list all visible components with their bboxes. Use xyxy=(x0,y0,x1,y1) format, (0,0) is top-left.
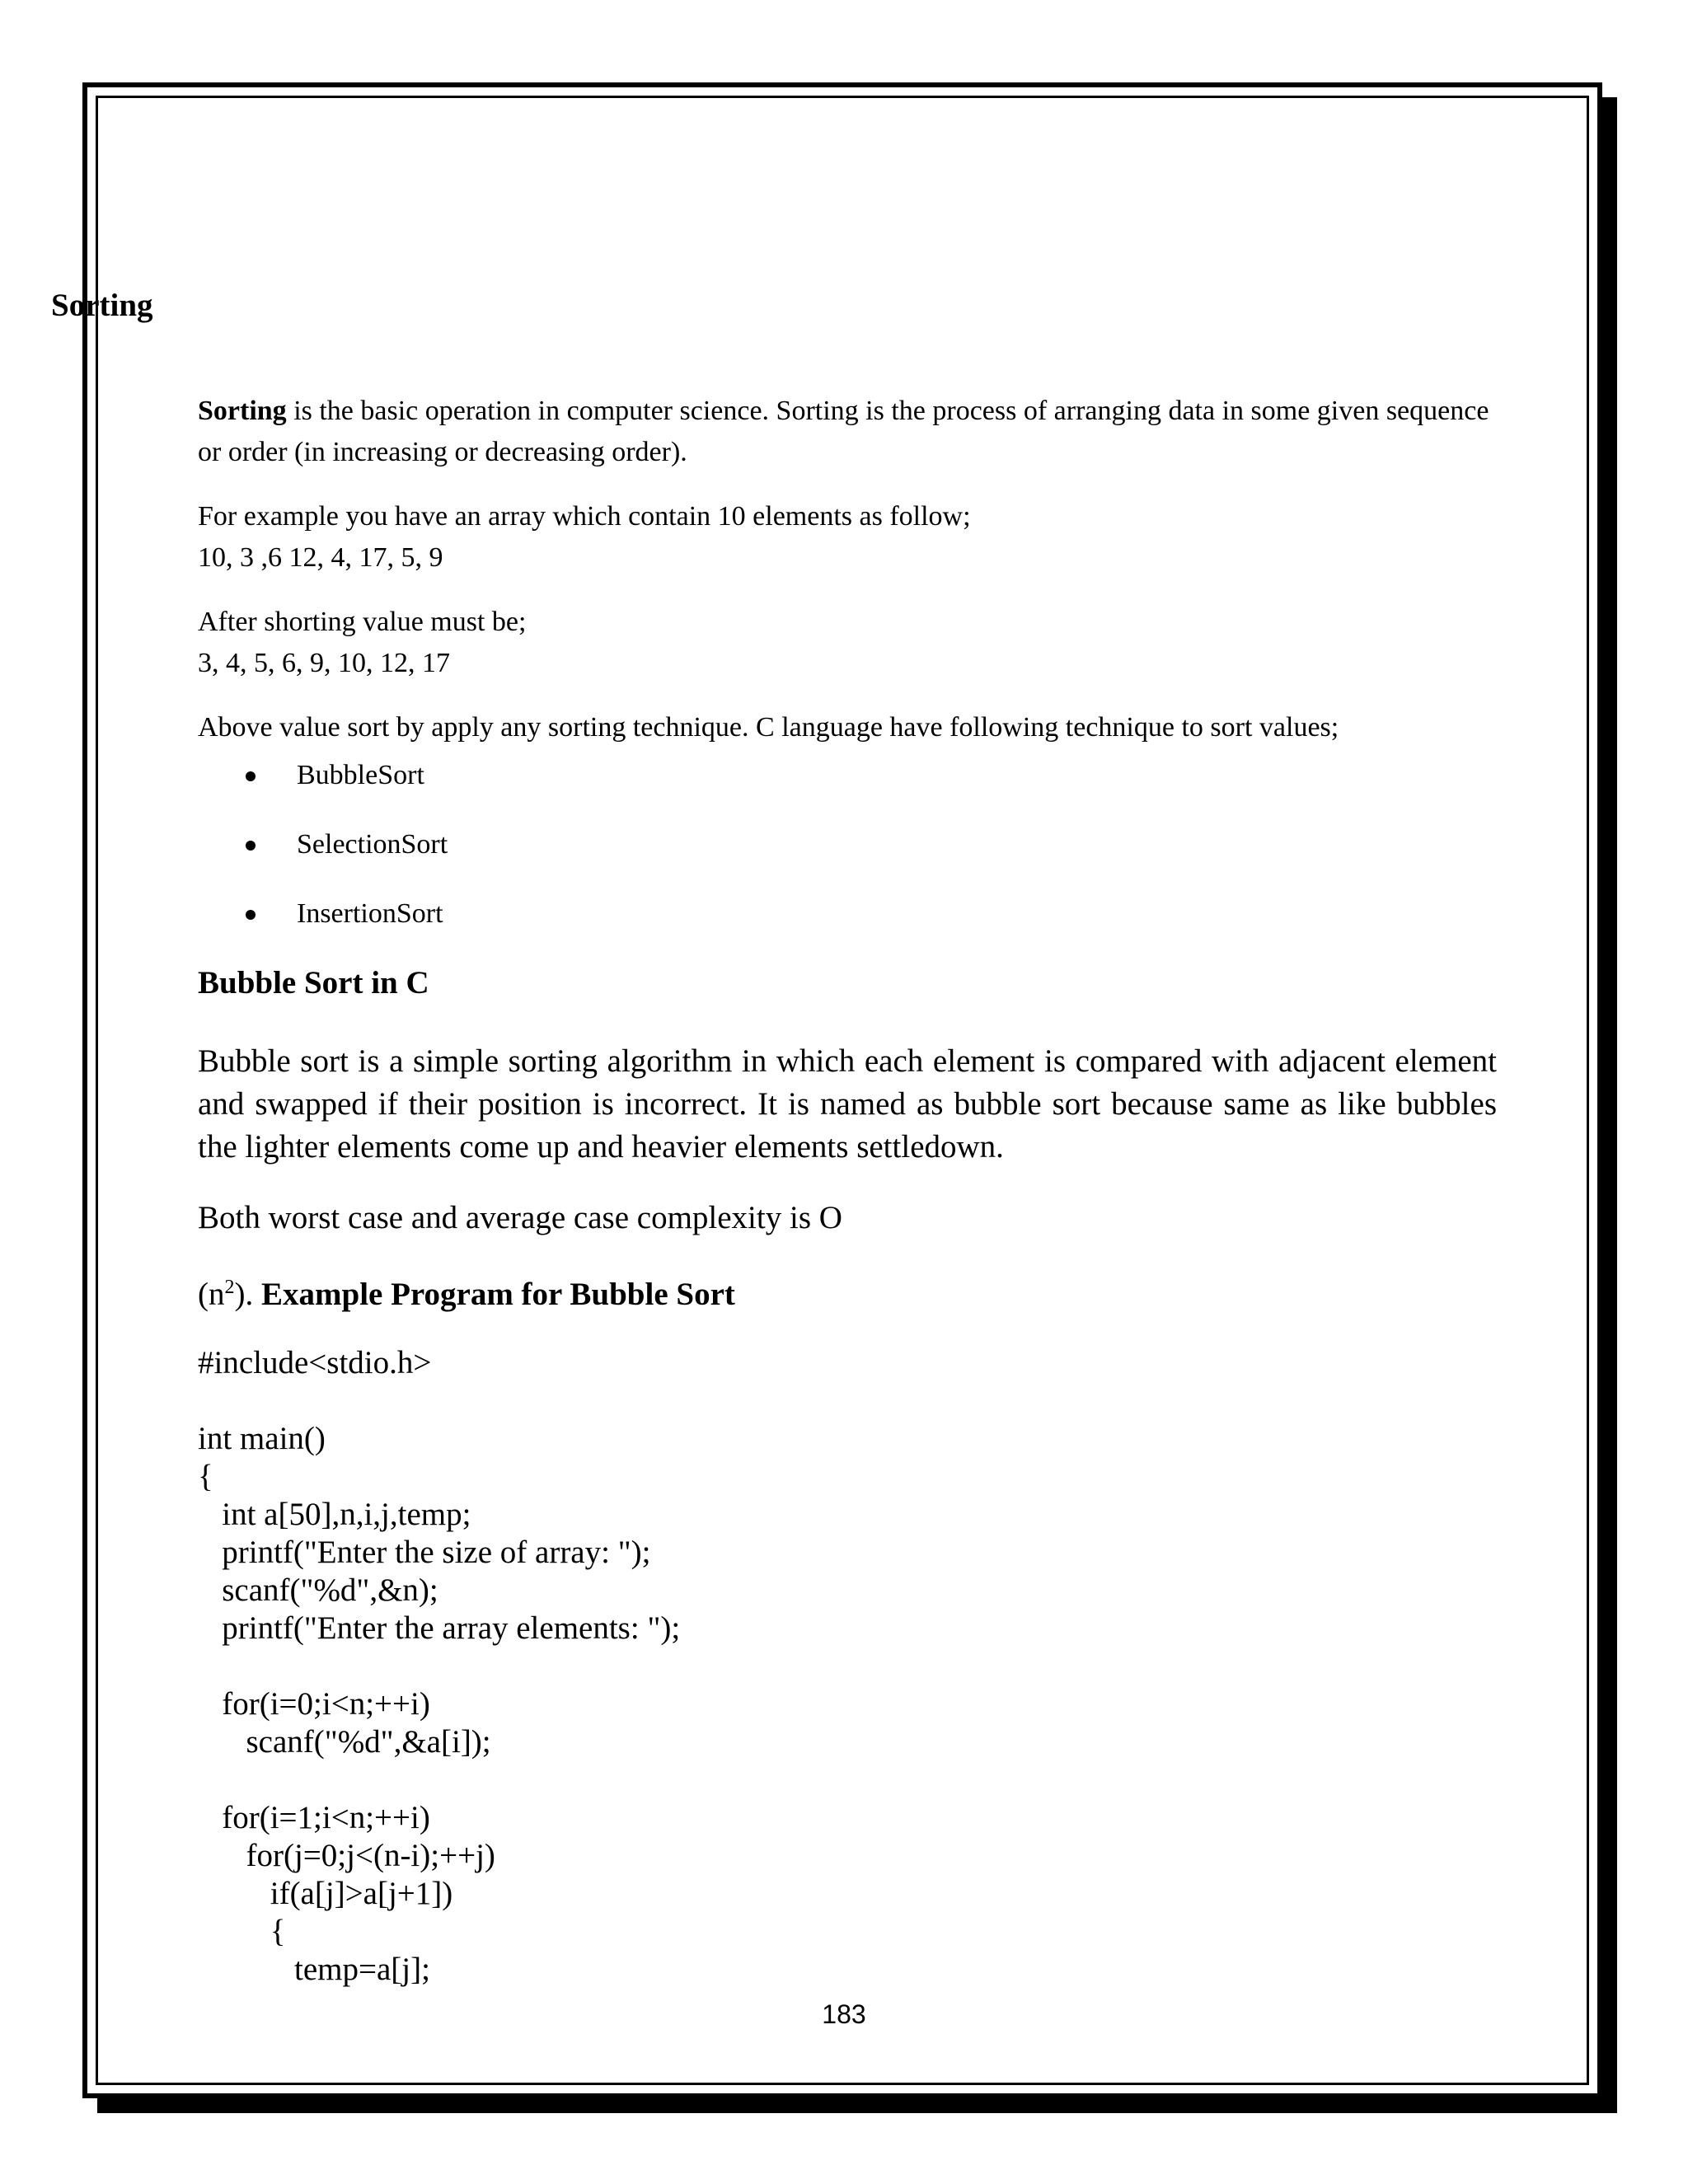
techniques-list xyxy=(198,755,1497,935)
code-input-loop: for(i=0;i<n;++i) scanf("%d",&a[i]); xyxy=(222,1686,491,1760)
example-program-heading: Example Program for Bubble Sort xyxy=(261,1277,735,1312)
techniques-intro: Above value sort by apply any sorting technique. C language have following technique to sort values; xyxy=(198,712,1339,743)
after-sorting-paragraph xyxy=(198,602,1497,684)
bullet-icon xyxy=(246,841,256,851)
bullet-icon xyxy=(246,771,256,781)
intro-text: is the basic operation in computer science. Sorting is the process of arranging data in some given sequence or order (in increasing or decreasing order). xyxy=(198,396,1489,467)
page-content xyxy=(198,391,1497,1989)
intro-paragraph xyxy=(198,391,1497,473)
bubble-sort-heading: Bubble Sort in C xyxy=(198,965,429,1001)
complexity-line: Both worst case and average case complexity is O xyxy=(198,1200,842,1235)
complexity-exponent: 2 xyxy=(224,1277,235,1298)
complexity-close: ). xyxy=(234,1277,261,1312)
bubble-sort-paragraph: Bubble sort is a simple sorting algorithm in which each element is compared with adjacent element and swapped if their position is incorrect. It is named as bubble sort because same as like bubbles the lighter elements come up and heavier elements settledown. xyxy=(198,1043,1497,1165)
section-title: Sorting xyxy=(51,288,153,323)
list-item xyxy=(198,824,1497,865)
after-line: After shorting value must be; xyxy=(198,607,527,637)
after-values: 3, 4, 5, 6, 9, 10, 12, 17 xyxy=(198,648,450,678)
example-values: 10, 3 ,6 12, 4, 17, 5, 9 xyxy=(198,542,443,573)
list-item-label: InsertionSort xyxy=(297,898,443,929)
list-item-label: BubbleSort xyxy=(297,760,424,790)
complexity-heading-line xyxy=(198,1266,1497,1316)
list-item-label: SelectionSort xyxy=(297,829,448,860)
page-number: 183 xyxy=(822,1999,866,2029)
bullet-icon xyxy=(246,910,256,920)
example-paragraph xyxy=(198,496,1497,579)
intro-bold-term: Sorting xyxy=(198,396,287,426)
list-item xyxy=(198,755,1497,796)
code-sort-loop: for(i=1;i<n;++i) for(j=0;j<(n-i);++j) if(a[j]>a[j+1]) { temp=a[j]; xyxy=(222,1800,495,1987)
complexity-open: (n xyxy=(198,1277,225,1312)
code-include: #include<stdio.h> xyxy=(198,1345,432,1380)
example-line: For example you have an array which contain 10 elements as follow; xyxy=(198,501,971,532)
list-item xyxy=(198,893,1497,935)
code-main-block: int main() { int a[50],n,i,j,temp; printf("Enter the size of array: "); scanf("%d",&n); printf("Enter the array elements: "); xyxy=(198,1421,681,1646)
